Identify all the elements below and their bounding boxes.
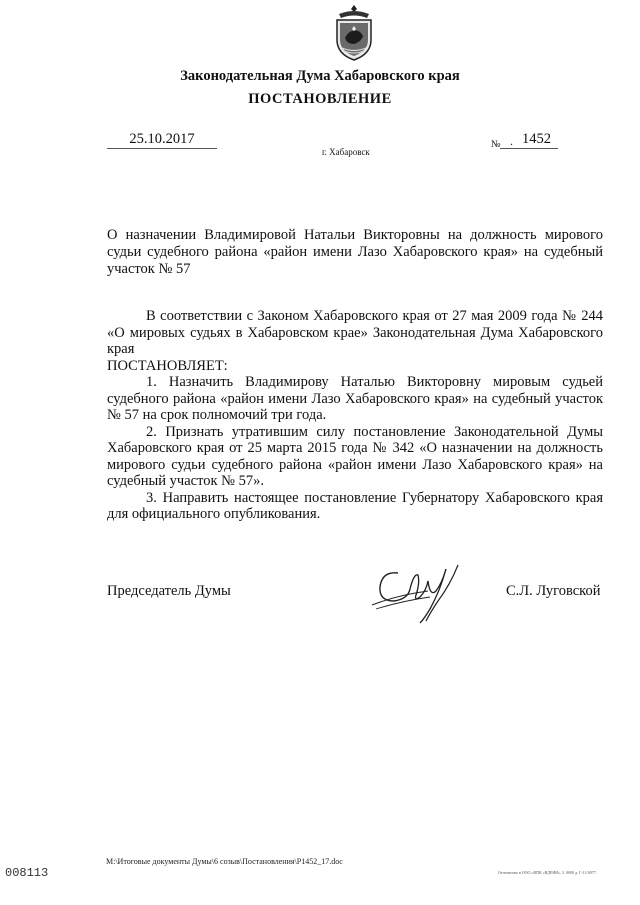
document-date: 25.10.2017: [129, 131, 195, 147]
document-number: 1452: [522, 131, 551, 147]
document-type: ПОСТАНОВЛЕНИЕ: [248, 91, 392, 107]
number-underline: [500, 148, 558, 149]
printer-note: Отпечатано в ООО «ВПК «ВДЕНИ», 3. 0000 д. Г-11/0077.: [498, 870, 597, 875]
signatory-name: С.Л. Луговской: [506, 583, 601, 599]
document-title: О назначении Владимировой Натальи Викторовны на должность мирового судьи судебного района «район имени Лазо Хабаровского края» на судебный участок № 57: [107, 227, 603, 277]
coat-of-arms-emblem-icon: [331, 4, 377, 62]
item-3-paragraph: 3. Направить настоящее постановление Губернатору Хабаровского края для официального опубликования.: [107, 489, 603, 522]
document-code: 008113: [5, 866, 49, 880]
organization-name: Законодательная Дума Хабаровского края: [180, 68, 460, 84]
document-body: [107, 308, 603, 523]
item-1-paragraph: 1. Назначить Владимирову Наталью Викторовну мировым судьей судебного района «район имени Лазо Хабаровского края» на судебный участок № 57 на срок полномочий три года.: [107, 374, 603, 423]
document-city: г. Хабаровск: [322, 147, 370, 157]
file-path: M:\Итоговые документы Думы\6 созыв\Постановления\Р1452_17.doc: [106, 857, 343, 866]
date-underline: [107, 148, 217, 149]
preamble-paragraph: В соответствии с Законом Хабаровского края от 27 мая 2009 года № 244 «О мировых судьях в Хабаровском крае» Законодательная Дума Хабаровского края: [107, 308, 603, 357]
number-dot: .: [510, 134, 513, 148]
number-label: №: [491, 139, 501, 150]
handwritten-signature: [368, 561, 468, 627]
item-2-paragraph: 2. Признать утратившим силу постановление Законодательной Думы Хабаровского края от 25 марта 2015 года № 342 «О назначении на должность мирового судьи судебного района «район имени Лазо Хабаровского края» на судебный участок № 57».: [107, 423, 603, 489]
resolves-heading: ПОСТАНОВЛЯЕТ:: [107, 357, 228, 374]
signatory-position: Председатель Думы: [107, 583, 231, 599]
